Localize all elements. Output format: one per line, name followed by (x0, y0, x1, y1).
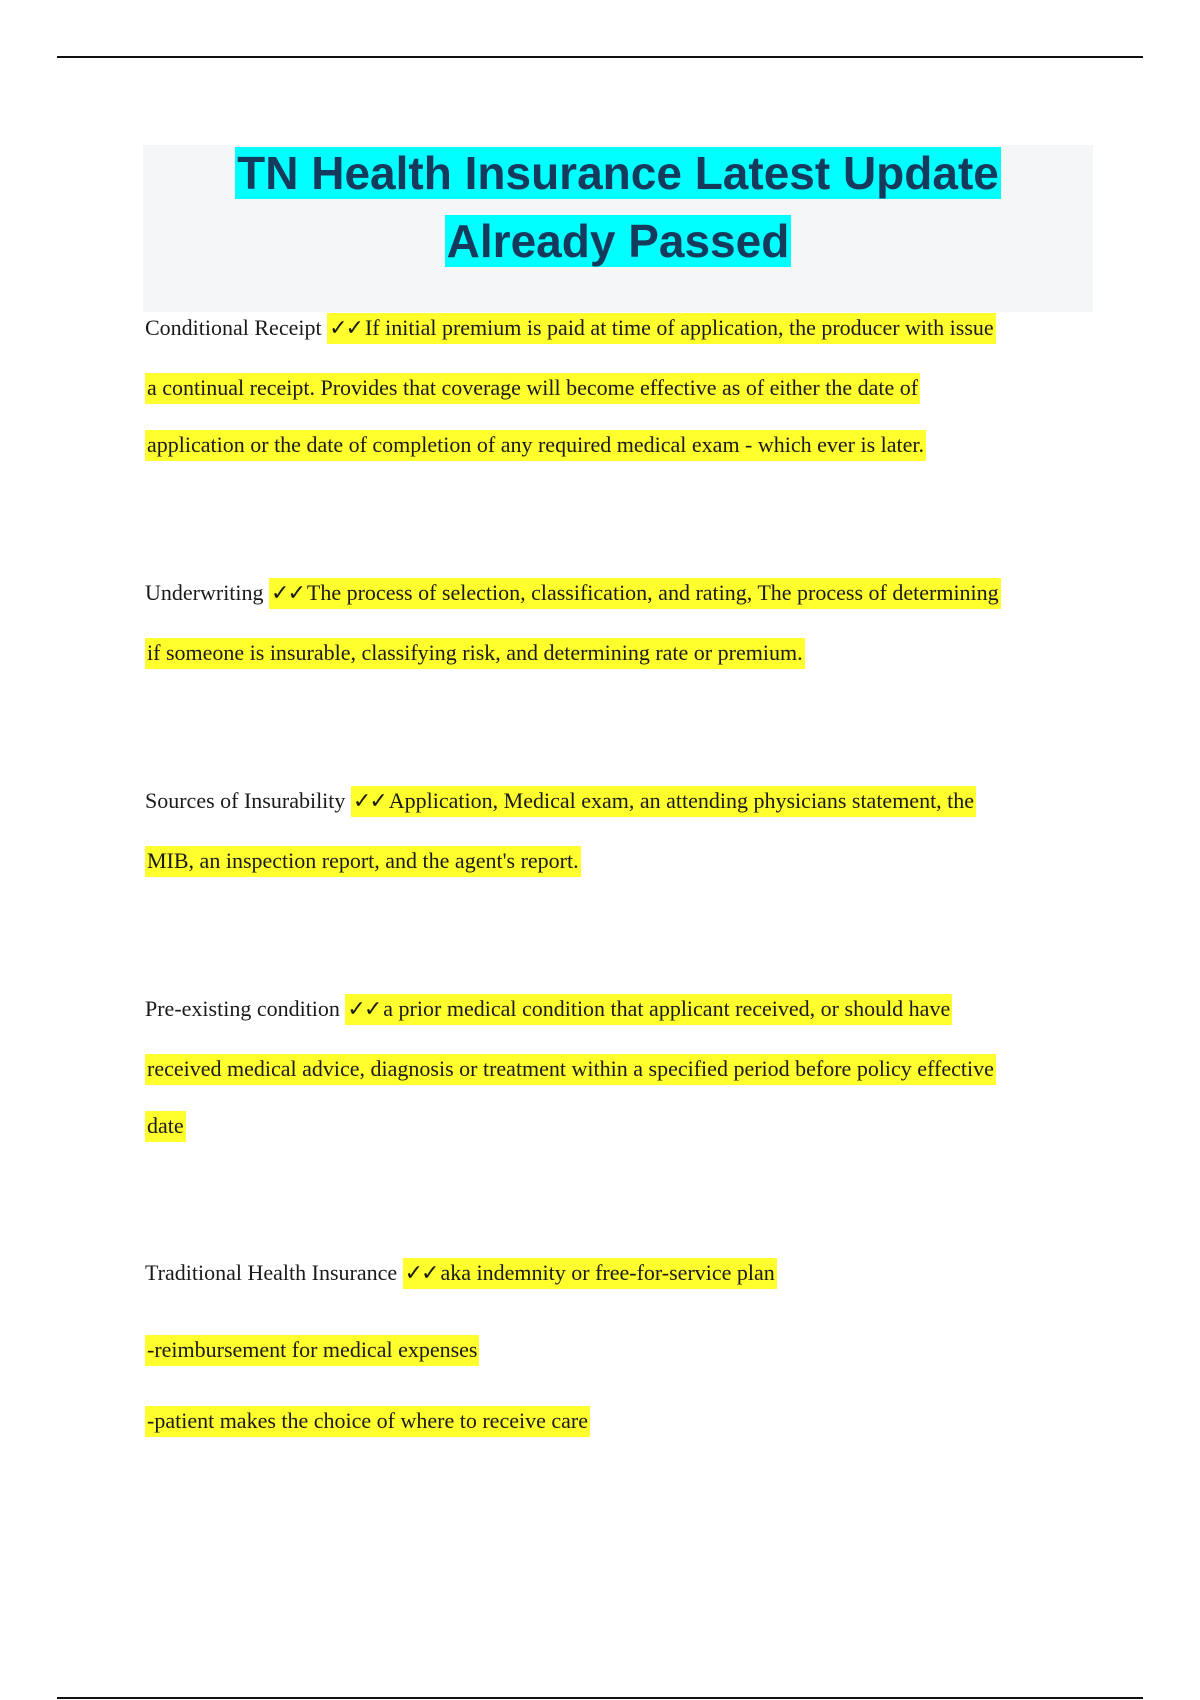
entry-line (145, 996, 1090, 1056)
qa-entry-sources-of-insurability (145, 788, 1090, 874)
entry-answer-line: MIB, an inspection report, and the agent's report. (145, 846, 581, 877)
entry-line (145, 788, 1090, 848)
entry-term: Conditional Receipt (145, 315, 322, 340)
qa-entry-traditional-health-insurance (145, 1260, 1090, 1434)
double-check-icon: ✓✓ (347, 997, 381, 1022)
entry-term: Underwriting (145, 580, 264, 605)
entry-line (145, 1056, 1090, 1113)
bottom-rule (57, 1697, 1143, 1699)
entry-line (145, 848, 1090, 874)
entry-answer-line: received medical advice, diagnosis or treatment within a specified period before policy effective (145, 1054, 996, 1085)
qa-entry-pre-existing-condition (145, 996, 1090, 1139)
entry-line (145, 1113, 1090, 1139)
entry-answer-line: aka indemnity or free-for-service plan (440, 1260, 775, 1285)
entry-term: Pre-existing condition (145, 996, 340, 1021)
entry-line (145, 315, 1090, 375)
qa-entry-underwriting (145, 580, 1090, 666)
qa-entry-conditional-receipt (145, 315, 1090, 458)
entry-answer-line: The process of selection, classification, and rating, The process of determining (306, 580, 999, 605)
entry-term: Sources of Insurability (145, 788, 346, 813)
title-line-2: Already Passed (446, 215, 790, 267)
double-check-icon: ✓✓ (329, 316, 362, 341)
entry-line (145, 580, 1090, 640)
entry-answer-line: -reimbursement for medical expenses (145, 1335, 479, 1366)
top-rule (57, 56, 1143, 58)
entry-answer-line: -patient makes the choice of where to receive care (145, 1406, 590, 1437)
entry-line (145, 432, 1090, 458)
entry-answer-line: a prior medical condition that applicant received, or should have (383, 996, 951, 1021)
entry-line (145, 1260, 1090, 1337)
entry-answer-line: Application, Medical exam, an attending physicians statement, the (388, 788, 975, 813)
entry-line (145, 1408, 1090, 1434)
entry-answer-line: a continual receipt. Provides that coverage will become effective as of either the date of (145, 373, 920, 404)
entry-answer-line: date (145, 1111, 186, 1142)
double-check-icon: ✓✓ (271, 581, 304, 606)
entry-term: Traditional Health Insurance (145, 1260, 398, 1285)
entry-line (145, 640, 1090, 666)
entry-line (145, 375, 1090, 432)
title-line-1: TN Health Insurance Latest Update (237, 147, 999, 199)
double-check-icon: ✓✓ (352, 789, 386, 814)
entry-answer-line: If initial premium is paid at time of application, the producer with issue (364, 315, 994, 340)
entry-answer-line: application or the date of completion of any required medical exam - which ever is later. (145, 430, 926, 461)
entry-answer-line: if someone is insurable, classifying risk, and determining rate or premium. (145, 638, 805, 669)
double-check-icon: ✓✓ (404, 1261, 438, 1286)
title-banner (143, 145, 1093, 312)
page-title (203, 145, 1033, 281)
entry-line (145, 1337, 1090, 1408)
